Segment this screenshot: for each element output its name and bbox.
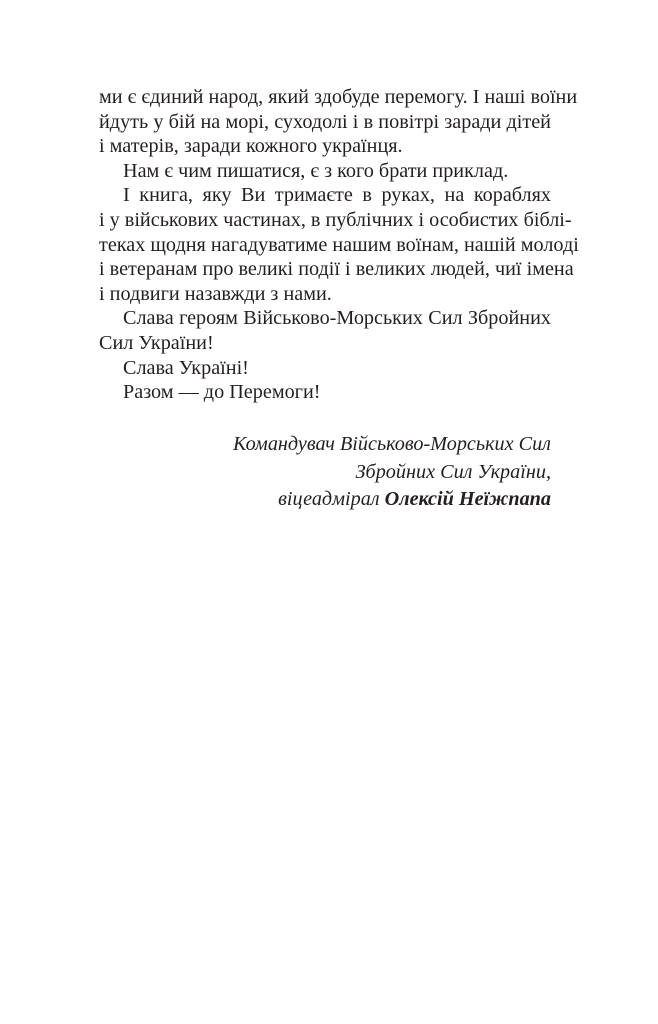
text-line: йдуть у бій на морі, суходолі і в повітрі заради дітей	[99, 110, 551, 133]
signature-title-line: Збройних Сил України,	[355, 460, 551, 483]
signature-name-line	[233, 486, 551, 514]
text-line: і подвиги назавжди з нами.	[99, 282, 332, 305]
signature-rank: віцеадмірал	[278, 488, 380, 510]
text-line: ми є єдиний народ, який здобуде перемогу. І наші воїни	[99, 86, 578, 108]
text-line: і матерів, заради кожного українця.	[99, 135, 403, 158]
text-line: теках щодня нагадуватиме нашим воїнам, нашій молоді	[99, 233, 579, 256]
text-line: Слава Україні!	[123, 356, 249, 379]
signature-block	[233, 431, 551, 514]
text-line: І книга, яку Ви тримаєте в руках, на кораблях	[123, 184, 551, 207]
text-line: і у військових частинах, в публічних і особистих біблі-	[99, 208, 572, 231]
text-line: Разом — до Перемоги!	[123, 381, 321, 404]
signature-title-line: Командувач Військово-Морських Сил	[232, 433, 551, 455]
body-text	[99, 85, 579, 405]
text-line: Нам є чим пишатися, є з кого брати приклад.	[123, 159, 509, 182]
text-line: Слава героям Військово-Морських Сил Збройних	[123, 307, 551, 330]
text-line: і ветеранам про великі події і великих людей, чиї імена	[99, 258, 574, 281]
text-line: Сил України!	[99, 331, 214, 354]
signature-name: Олексій Неїжпапа	[384, 488, 551, 510]
